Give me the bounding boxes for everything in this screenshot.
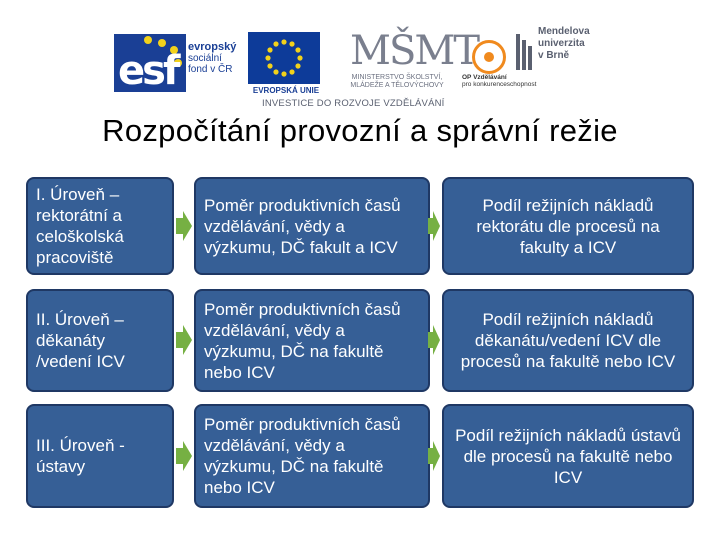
eu-star-icon <box>144 36 152 44</box>
esf-text <box>188 42 236 75</box>
ratio-box <box>194 289 430 392</box>
esf-logo <box>114 34 242 92</box>
level-row-1 <box>26 177 694 275</box>
ratio-box <box>194 404 430 508</box>
msmt-text <box>322 74 472 90</box>
mendel-line-2: univerzita <box>538 38 585 49</box>
esf-line-3: fond v ČR <box>188 64 233 75</box>
op-circle-icon <box>472 40 506 74</box>
ratio-text: Poměr produktivních časů vzdělávání, vědy a výzkumu, DČ fakult a ICV <box>204 195 401 257</box>
investice-tagline: INVESTICE DO ROZVOJE VZDĚLÁVÁNÍ <box>262 98 445 109</box>
eu-label: EVROPSKÁ UNIE <box>252 86 320 95</box>
result-box <box>442 177 694 275</box>
mendel-line-3: v Brně <box>538 50 570 61</box>
result-text: Podíl režijních nákladů rektorátu dle procesů na fakulty a ICV <box>476 195 660 257</box>
level-text: II. Úroveň – děkanáty /vedení ICV <box>36 310 125 371</box>
level-box <box>26 404 174 508</box>
level-text: I. Úroveň – rektorátní a celoškolská pracoviště <box>36 185 124 267</box>
result-box <box>442 404 694 508</box>
eu-flag-icon <box>248 32 320 84</box>
msmt-mark: MŠMT <box>350 28 478 74</box>
logo-strip <box>0 0 720 115</box>
esf-mark <box>114 34 186 92</box>
arrow-right-icon <box>428 325 440 355</box>
level-text: III. Úroveň - ústavy <box>36 436 125 476</box>
arrow-right-icon <box>176 325 192 355</box>
ratio-text: Poměr produktivních časů vzdělávání, vědy a výzkumu, DČ na fakultě nebo ICV <box>204 415 401 497</box>
arrow-right-icon <box>176 441 192 471</box>
level-box <box>26 177 174 275</box>
esf-line-1: evropský <box>188 41 237 53</box>
msmt-line-1: MINISTERSTVO ŠKOLSTVÍ, <box>351 74 443 81</box>
eu-logo <box>246 32 324 104</box>
ratio-text: Poměr produktivních časů vzdělávání, vědy a výzkumu, DČ na fakultě nebo ICV <box>204 299 401 382</box>
result-box <box>442 289 694 392</box>
mendel-line-1: Mendelova <box>538 26 590 37</box>
op-text <box>462 74 544 88</box>
esf-letters: esf <box>118 48 178 94</box>
level-box <box>26 289 174 392</box>
esf-line-2: sociální <box>188 53 222 64</box>
result-text: Podíl režijních nákladů děkanátu/vedení ICV dle procesů na fakultě nebo ICV <box>460 310 676 371</box>
op-line-1: OP Vzdělávání <box>462 74 507 81</box>
arrow-right-icon <box>176 211 192 241</box>
level-row-3 <box>26 404 694 508</box>
arrow-right-icon <box>428 441 440 471</box>
mendel-text <box>538 26 590 62</box>
page-title: Rozpočítání provozní a správní režie <box>102 113 618 148</box>
op-line-2: pro konkurenceschopnost <box>462 81 537 88</box>
msmt-line-2: MLÁDEŽE A TĚLOVÝCHOVY <box>350 82 444 89</box>
eu-star-icon <box>158 39 166 47</box>
msmt-logo <box>322 28 478 92</box>
level-row-2 <box>26 289 694 392</box>
result-text: Podíl režijních nákladů ústavů dle procesů na fakultě nebo ICV <box>455 425 681 487</box>
mendel-logo <box>516 26 596 76</box>
arrow-right-icon <box>428 211 440 241</box>
mendel-mark-icon <box>516 34 532 70</box>
ratio-box <box>194 177 430 275</box>
